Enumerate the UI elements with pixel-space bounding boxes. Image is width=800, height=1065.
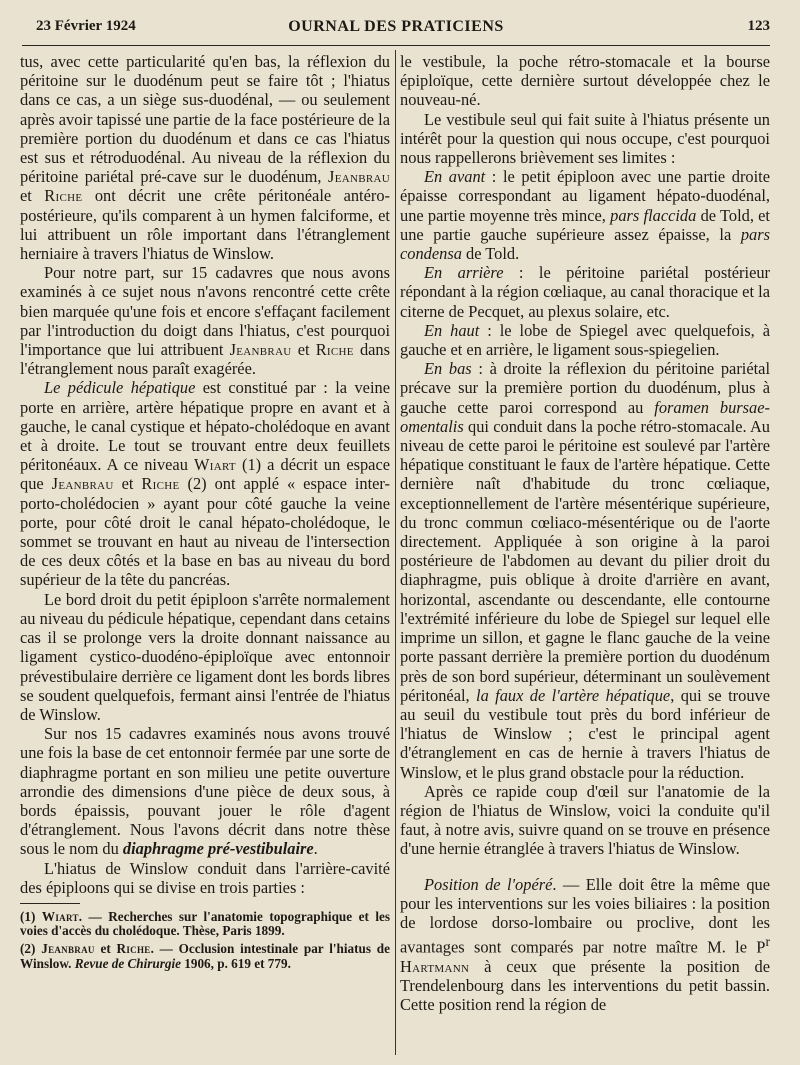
- section-lead: En arrière: [424, 263, 504, 283]
- right-column: [400, 52, 770, 1014]
- emphasis: foramen bursae-omentalis: [400, 397, 770, 436]
- section-lead: Le pédicule hépatique: [44, 378, 196, 398]
- paragraph-text: , qui se trouve au seuil du vestibule tout près du bord inférieur de l'hiatus de Winslow ; c'est le principal agent d'étranglement en cas de hernie à travers l'hiatus de Winslow, et le plus grand obstacle pour la réduction.: [400, 685, 770, 782]
- footnote-text: . — Recherches sur l'anatomie topographique et les voies d'accès du cholédoque. Thèse, Paris 1899.: [20, 908, 390, 939]
- author-name: Jeanbrau: [229, 340, 292, 360]
- conjunction: et: [20, 186, 45, 206]
- footnote-number: (1): [20, 908, 42, 924]
- footnote-text: 1906, p. 619 et 779.: [180, 955, 291, 971]
- footnote-number: (2): [20, 941, 42, 957]
- emphasis: pars flaccida: [610, 205, 697, 225]
- journal-title-ref: Revue de Chirurgie: [74, 955, 181, 971]
- section-lead: En avant: [424, 167, 486, 187]
- paragraph-text: de Told.: [461, 244, 520, 264]
- paragraph-text: de Told, et une partie gauche supérieure assez épaisse, la: [400, 205, 770, 244]
- paragraph-text: : le petit épiploon avec une partie droite épaisse correspondant au ligament hépato-duodénal, une partie moyenne très mince,: [400, 167, 770, 225]
- running-header: [22, 18, 770, 40]
- section-lead: En haut: [424, 320, 480, 340]
- author-name: Wiart: [193, 455, 236, 475]
- paragraph-text: tus, avec cette particularité qu'en bas, la réflexion du péritoine sur le duodénum peut se faire tôt ; l'hiatus dans ce cas, a un siège sus-duodénal, — ou seulement après avoir tapissé une partie de la face postérieure de la première portion du duodénum et dans ce cas l'hiatus est sus et rétroduodénal. Au niveau de la réflexion du péritoine pariétal pré-cave sur le duodénum,: [20, 52, 390, 187]
- paragraph-text: (1) a décrit un espace que: [20, 455, 390, 494]
- author-name: Riche: [44, 186, 83, 206]
- author-name: Wiart: [41, 908, 79, 924]
- paragraph-text: . — Elle doit être la même que pour les interventions sur les voies biliaires : la position de lordose dorso-lombaire ou proclive, dont les avantages sont comparés par notre maître M. le P: [400, 874, 771, 957]
- paragraph: [400, 359, 770, 781]
- paragraph: [20, 263, 390, 378]
- paragraph: [400, 875, 770, 1015]
- paragraph: le vestibule, la poche rétro-stomacale et la bourse épiploïque, cette dernière surtout développée chez le nouveau-né.: [400, 52, 770, 110]
- paragraph: Le vestibule seul qui fait suite à l'hiatus présente un intérêt pour la question qui nous occupe, c'est pourquoi nous rappellerons brièvement ses limites :: [400, 109, 770, 168]
- paragraph-text: (2) ont applé « espace inter-porto-cholédocien » ayant pour côté gauche la veine porte, pour côté droit le canal hépato-cholédoque, le sommet se trouvant en haut au niveau de l'intersection de ces deux côtés et la base en bas au niveau du bord supérieur de la tête du pancréas.: [20, 474, 390, 590]
- paragraph-text: : le péritoine pariétal postérieur répondant à la région cœliaque, au canal thoracique et la citerne de Pecquet, au plexus solaire, etc.: [400, 263, 770, 321]
- paragraph: [20, 724, 390, 858]
- paragraph-text: : le lobe de Spiegel avec quelquefois, à gauche et en arrière, le ligament sous-spiegelien.: [400, 320, 770, 360]
- paragraph-text: Pour notre part, sur 15 cadavres que nous avons examinés à ce sujet nous n'avons rencontré cette crête bien marquée qu'une fois et encore s'effaçant facilement par l'introduction du doigt dans l'hiatus, c'est pourquoi l'importance que lui attribuent: [20, 263, 390, 360]
- conjunction: et: [113, 474, 142, 494]
- footnote-2: [20, 942, 390, 970]
- left-column: [20, 52, 390, 975]
- author-name: Riche: [315, 340, 354, 360]
- paragraph-text: est constitué par : la veine porte en arrière, artère hépatique propre en avant et à gauche, le canal cystique et hépato-cholédoque en avant et à droite. Le tout se trouvant entre deux feuillets péritonéaux. A ce niveau: [20, 378, 390, 475]
- emphasis: la faux de l'artère hépatique: [476, 685, 671, 705]
- section-gap: [400, 859, 770, 875]
- paragraph-text: Sur nos 15 cadavres examinés nous avons trouvé une fois la base de cet entonnoir fermée par une sorte de diaphragme portant en son milieu une petite ouverture arrondie des dimensions d'une pièce de deux sous, à bords épaissis, pouvant jouer le rôle d'agent d'étranglement. Nous l'avons décrit dans notre thèse sous le nom du: [20, 724, 390, 859]
- emphasis: pars condensa: [400, 224, 770, 264]
- paragraph: [400, 263, 770, 321]
- header-date: 23 Février 1924: [36, 18, 136, 34]
- page-number: 123: [747, 18, 770, 34]
- author-name: Riche: [141, 474, 180, 494]
- conjunction: et: [291, 340, 316, 360]
- conjunction: et: [94, 941, 117, 957]
- header-rule: [22, 45, 770, 46]
- column-divider: [395, 50, 396, 1055]
- paragraph: Après ce rapide coup d'œil sur l'anatomie de la région de l'hiatus de Winslow, voici la conduite qu'il faut, à notre avis, suivre quand on se trouve en présence d'une hernie étranglée à travers l'hiatus de Winslow.: [400, 781, 770, 859]
- paragraph-text: dans l'étranglement nous paraît exagérée.: [20, 340, 390, 379]
- author-name: Jeanbrau: [41, 941, 95, 957]
- paragraph-text: à ceux que présente la position de Trendelenbourg dans les interventions du petit bassin. Cette position rend la région de: [400, 956, 770, 1015]
- author-name: Jeanbrau: [51, 474, 114, 494]
- footnote-rule: [20, 903, 80, 904]
- author-name: Riche: [116, 941, 151, 957]
- superscript: r: [765, 934, 770, 950]
- footnote-1: [20, 910, 390, 938]
- journal-title: OURNAL DES PRATICIENS: [288, 18, 504, 35]
- paragraph-text: qui conduit dans la poche rétro-stomacale. Au niveau de cette paroi le péritoine est soulevé par l'artère hépatique constituant le faux de l'artère hépatique. Cette dernière naît d'habitude du tronc cœliaque, exceptionnellement de l'artère mésentérique supérieure, du tronc commun cœliaco-mésentérique ou de l'aorte directement. Appliquée à son origine à la paroi postérieure de l'abdomen au devant du pilier droit du diaphragme, puis oblique à droite d'arrière en avant, horizontal, ascendante ou descendante, elle contourne l'extrémité inférieure du lobe de Spiegel sur lequel elle imprime un sillon, et gagne le flanc gauche de la veine porte passant derrière la première portion du duodénum près de son bord supérieur, déterminant un soulèvement péritonéal,: [400, 416, 770, 705]
- footnotes: [20, 910, 390, 971]
- section-lead: En bas: [424, 359, 472, 379]
- paragraph: Le bord droit du petit épiploon s'arrête normalement au niveau du pédicule hépatique, cependant dans cetains cas il se prolonge vers la droite donnant naissance au ligament cystico-duodéno-épiploïque avec entonnoir prévestibulaire derrière ce ligament dont les bords libres se soudent quelquefois, fermant ainsi l'entrée de l'hiatus de Winslow.: [20, 589, 390, 724]
- paragraph: [20, 378, 390, 589]
- paragraph: [400, 167, 770, 263]
- emphasis: diaphragme pré-vestibulaire: [122, 839, 314, 859]
- author-name: Jeanbrau: [328, 167, 390, 187]
- paragraph: [400, 321, 770, 359]
- paragraph: [20, 52, 390, 263]
- paragraph-text: : à droite la réflexion du péritoine pariétal précave sur la première portion du duodénum, plus à gauche cette paroi correspond au: [400, 359, 770, 417]
- paragraph: L'hiatus de Winslow conduit dans l'arrière-cavité des épiploons qui se divise en trois parties :: [20, 858, 390, 897]
- paragraph-text: ont décrit une crête péritonéale antéro-postérieure, qu'ils comparent à un hymen falciforme, et lui attribuent un rôle important dans l'étranglement herniaire à travers l'hiatus de Winslow.: [20, 186, 390, 264]
- footnote-text: . — Occlusion intestinale par l'hiatus de Winslow.: [20, 941, 390, 971]
- author-name: Hartmann: [400, 956, 470, 976]
- punctuation: .: [313, 839, 318, 859]
- section-lead: Position de l'opéré: [424, 874, 553, 894]
